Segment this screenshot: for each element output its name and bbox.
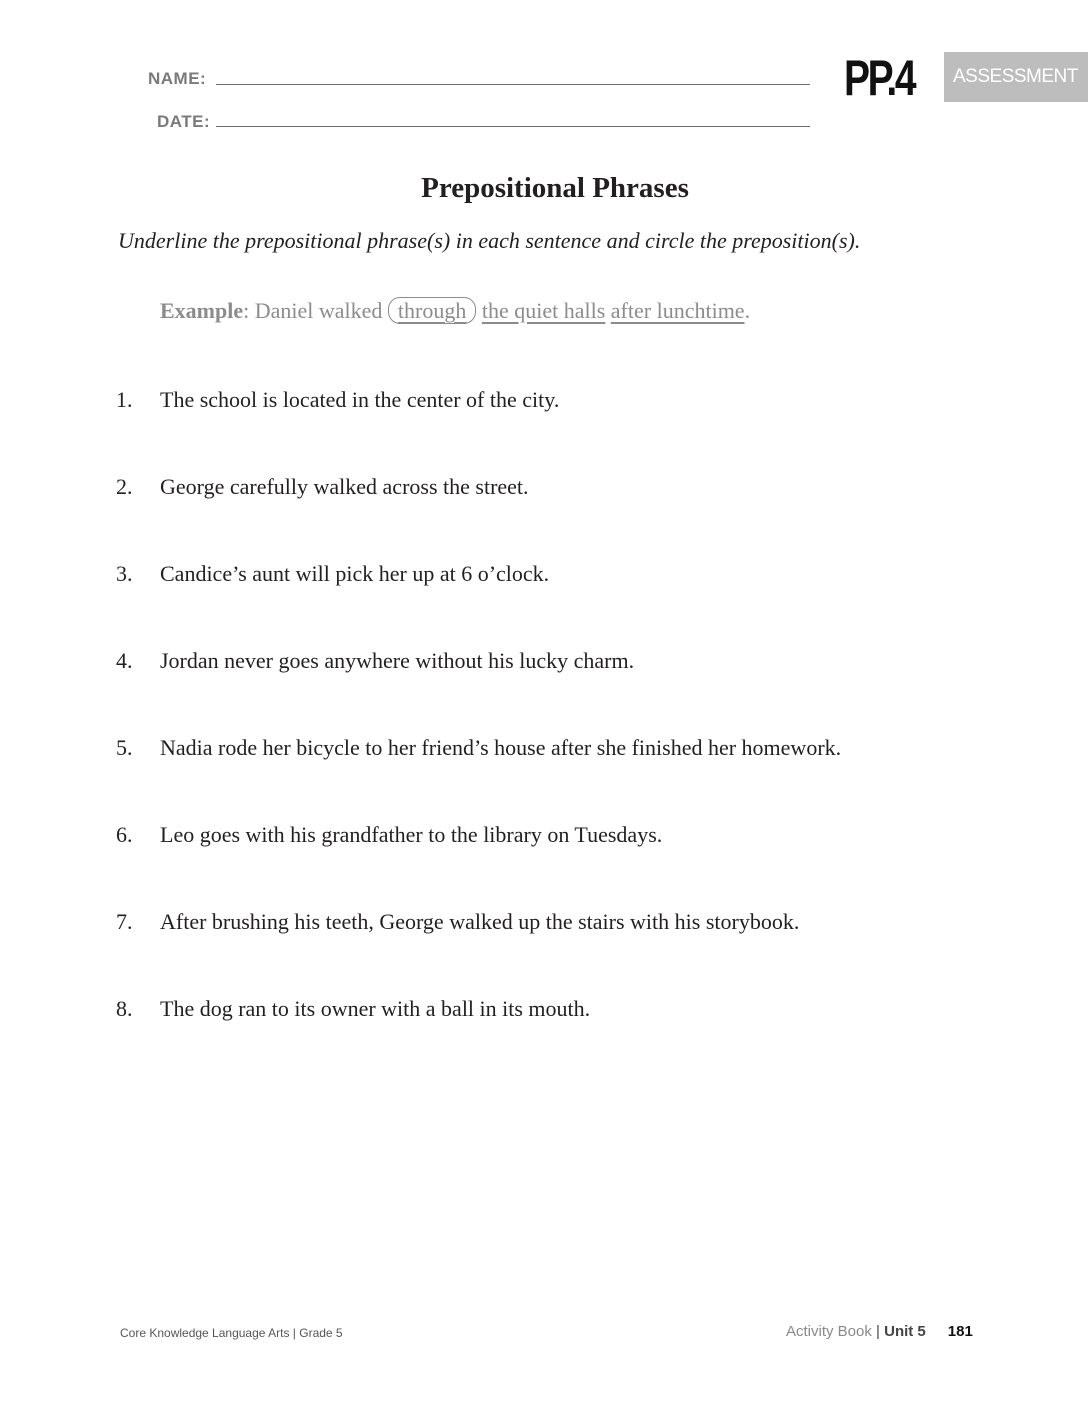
instructions: Underline the prepositional phrase(s) in each sentence and circle the preposition(s). [118, 228, 861, 253]
assessment-code: PP.4 [844, 50, 915, 106]
page-number: 181 [947, 1323, 973, 1340]
item-text: The school is located in the center of the city. [160, 387, 560, 412]
item-number: 4. [116, 648, 133, 673]
example-circled-preposition: through [388, 297, 476, 324]
date-line[interactable] [216, 126, 810, 127]
example-end: . [744, 298, 751, 323]
example-colon: : [243, 298, 255, 323]
item-text: Jordan never goes anywhere without his lucky charm. [160, 648, 635, 673]
item-number: 1. [116, 387, 133, 412]
assessment-tag: ASSESSMENT [944, 52, 1088, 102]
footer-book: Activity Book [786, 1323, 872, 1340]
item-text: The dog ran to its owner with a ball in its mouth. [160, 996, 591, 1021]
example-pre: Daniel walked [254, 298, 388, 323]
item-text: Candice’s aunt will pick her up at 6 o’clock. [160, 561, 550, 586]
item-text: George carefully walked across the street. [160, 474, 529, 499]
example-sentence [160, 298, 750, 324]
footer-separator: | [871, 1323, 885, 1340]
item-number: 3. [116, 561, 133, 586]
page-title: Prepositional Phrases [421, 172, 689, 204]
example-phrase-2: after lunchtime [610, 298, 745, 323]
name-line[interactable] [216, 84, 810, 85]
item-text: Leo goes with his grandfather to the library on Tuesdays. [160, 822, 663, 847]
date-label: DATE: [157, 112, 211, 131]
example-phrase-1: the quiet halls [481, 298, 606, 323]
item-number: 8. [116, 996, 133, 1021]
footer-unit: Unit 5 [884, 1323, 926, 1340]
footer-page-info [786, 1323, 973, 1340]
item-number: 6. [116, 822, 133, 847]
example-label: Example [160, 298, 244, 323]
footer-course: Core Knowledge Language Arts | Grade 5 [120, 1326, 343, 1340]
item-text: After brushing his teeth, George walked up the stairs with his storybook. [160, 909, 800, 934]
name-label: NAME: [148, 69, 207, 88]
item-number: 7. [116, 909, 133, 934]
item-number: 2. [116, 474, 133, 499]
item-number: 5. [116, 735, 133, 760]
item-text: Nadia rode her bicycle to her friend’s house after she finished her homework. [160, 735, 842, 760]
